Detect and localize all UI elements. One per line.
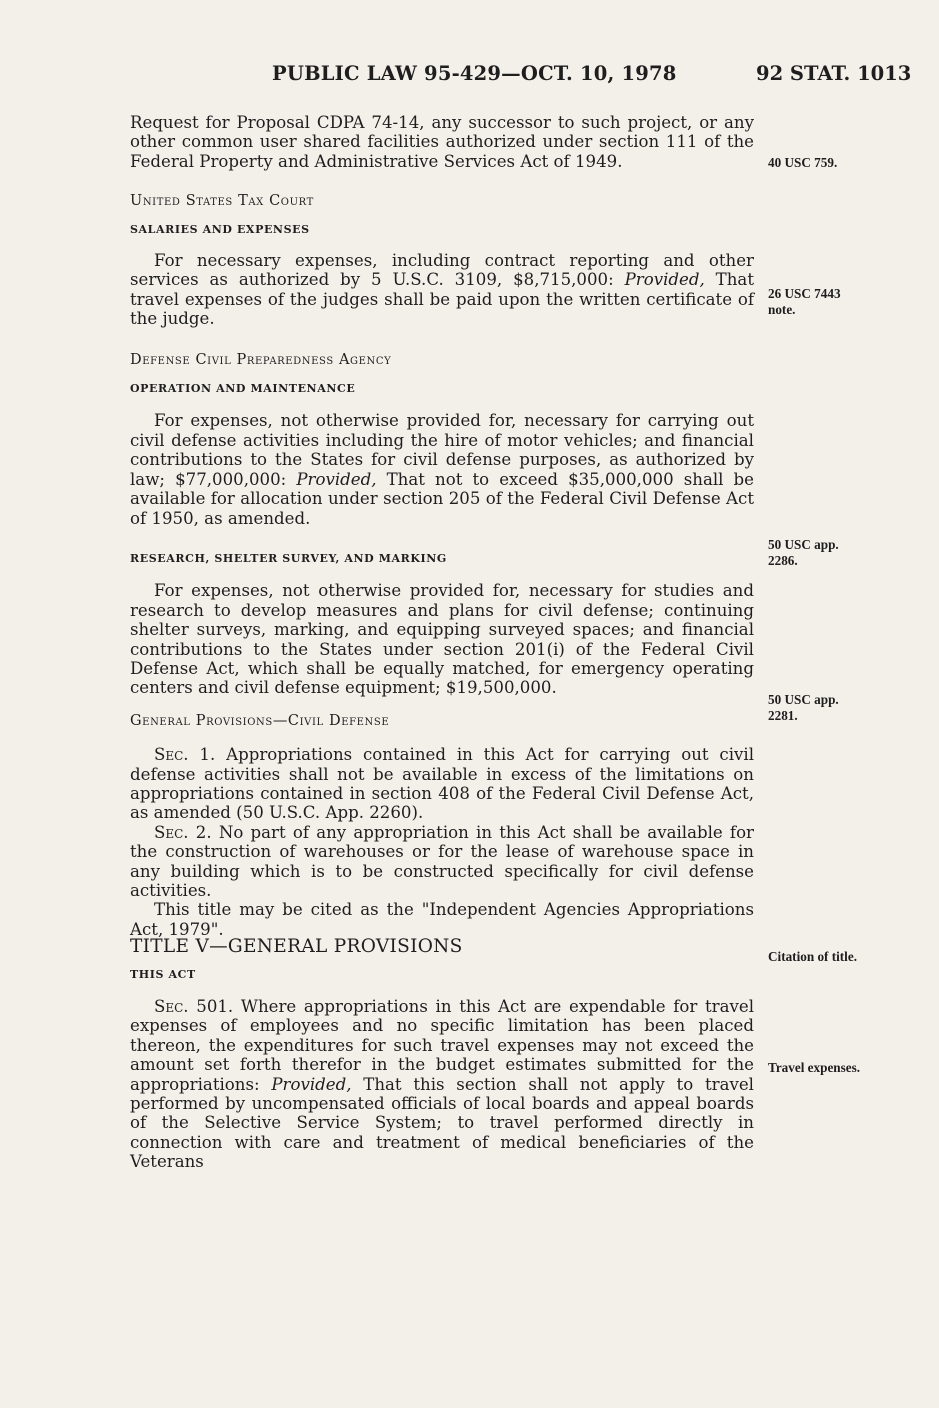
margin-note-travel-expenses: Travel expenses. — [768, 1060, 861, 1075]
main-text — [130, 113, 754, 1172]
page-header — [0, 62, 939, 92]
research-subheading: RESEARCH, SHELTER SURVEY, AND MARKING — [130, 551, 447, 565]
civil-prep-paragraph: For expenses, not otherwise provided for, necessary for carrying out civil defense activities including the hire of motor vehicles; and financial contributions to the States for civil defense purposes, as authorized by law; $77,000,000: Provided, That not to exceed $35,000,000 shall be available for allocation under section 205 of the Federal Civil Defense Act of 1950, as amended. — [130, 411, 754, 528]
margin-note-50-usc-2281: 50 USC app. 2281. — [768, 692, 839, 723]
sec-2-paragraph: Sec. 2. No part of any appropriation in this Act shall be available for the construction of warehouses or for the lease of warehouse space in any building which is to be constructed specifically for civil defense activities. — [130, 822, 754, 900]
statute-page-number: 92 STAT. 1013 — [756, 62, 912, 85]
tax-court-paragraph: For necessary expenses, including contract reporting and other services as authorized by 5 U.S.C. 3109, $8,715,000: Provided, That travel expenses of the judges shall be paid upon the written certificate of the judge. — [130, 251, 754, 329]
title-v-heading: TITLE V—GENERAL PROVISIONS — [130, 936, 463, 958]
citation-paragraph: This title may be cited as the "Independent Agencies Appropriations Act, 1979". — [130, 900, 754, 939]
running-title: PUBLIC LAW 95-429—OCT. 10, 1978 — [272, 62, 677, 85]
margin-note-26-usc-7443: 26 USC 7443 note. — [768, 286, 841, 317]
sec-1-paragraph: Sec. 1. Appropriations contained in this Act for carrying out civil defense activities shall not be available in excess of the limitations on appropriations contained in section 408 of the Federal Civil Defense Act, as amended (50 U.S.C. App. 2260). — [130, 745, 754, 823]
research-paragraph: For expenses, not otherwise provided for, necessary for studies and research to develop measures and plans for civil defense; continuing shelter surveys, marking, and equipping surveyed spaces; and financial contributions to the States under section 201(i) of the Federal Civil Defense Act, which shall be equally matched, for emergency operating centers and civil defense equipment; $19,500,000. — [130, 581, 754, 698]
tax-court-heading: United States Tax Court — [130, 193, 314, 210]
this-act-subheading: THIS ACT — [130, 967, 196, 981]
general-provisions-heading: General Provisions—Civil Defense — [130, 712, 390, 729]
sec-501-paragraph: Sec. 501. Where appropriations in this Act are expendable for travel expenses of employees and no specific limitation has been placed thereon, the expenditures for such travel expenses may not exceed the amount set forth therefor in the budget estimates submitted for the appropriations: Provided, That this section shall not apply to travel performed by uncompensated officials of local boards and appeal boards of the Selective Service System; to travel performed directly in connection with care and treatment of medical beneficiaries of the Veterans — [130, 997, 754, 1172]
tax-court-subheading: SALARIES AND EXPENSES — [130, 222, 310, 236]
civil-prep-subheading: OPERATION AND MAINTENANCE — [130, 382, 356, 396]
intro-paragraph: Request for Proposal CDPA 74-14, any successor to such project, or any other common user shared facilities authorized under section 111 of the Federal Property and Administrative Services Act of 1949. — [130, 113, 754, 171]
margin-note-50-usc-2286: 50 USC app. 2286. — [768, 537, 839, 568]
civil-prep-heading: Defense Civil Preparedness Agency — [130, 351, 392, 368]
margin-note-40-usc-759: 40 USC 759. — [768, 155, 838, 170]
margin-note-citation-of-title: Citation of title. — [768, 949, 857, 964]
